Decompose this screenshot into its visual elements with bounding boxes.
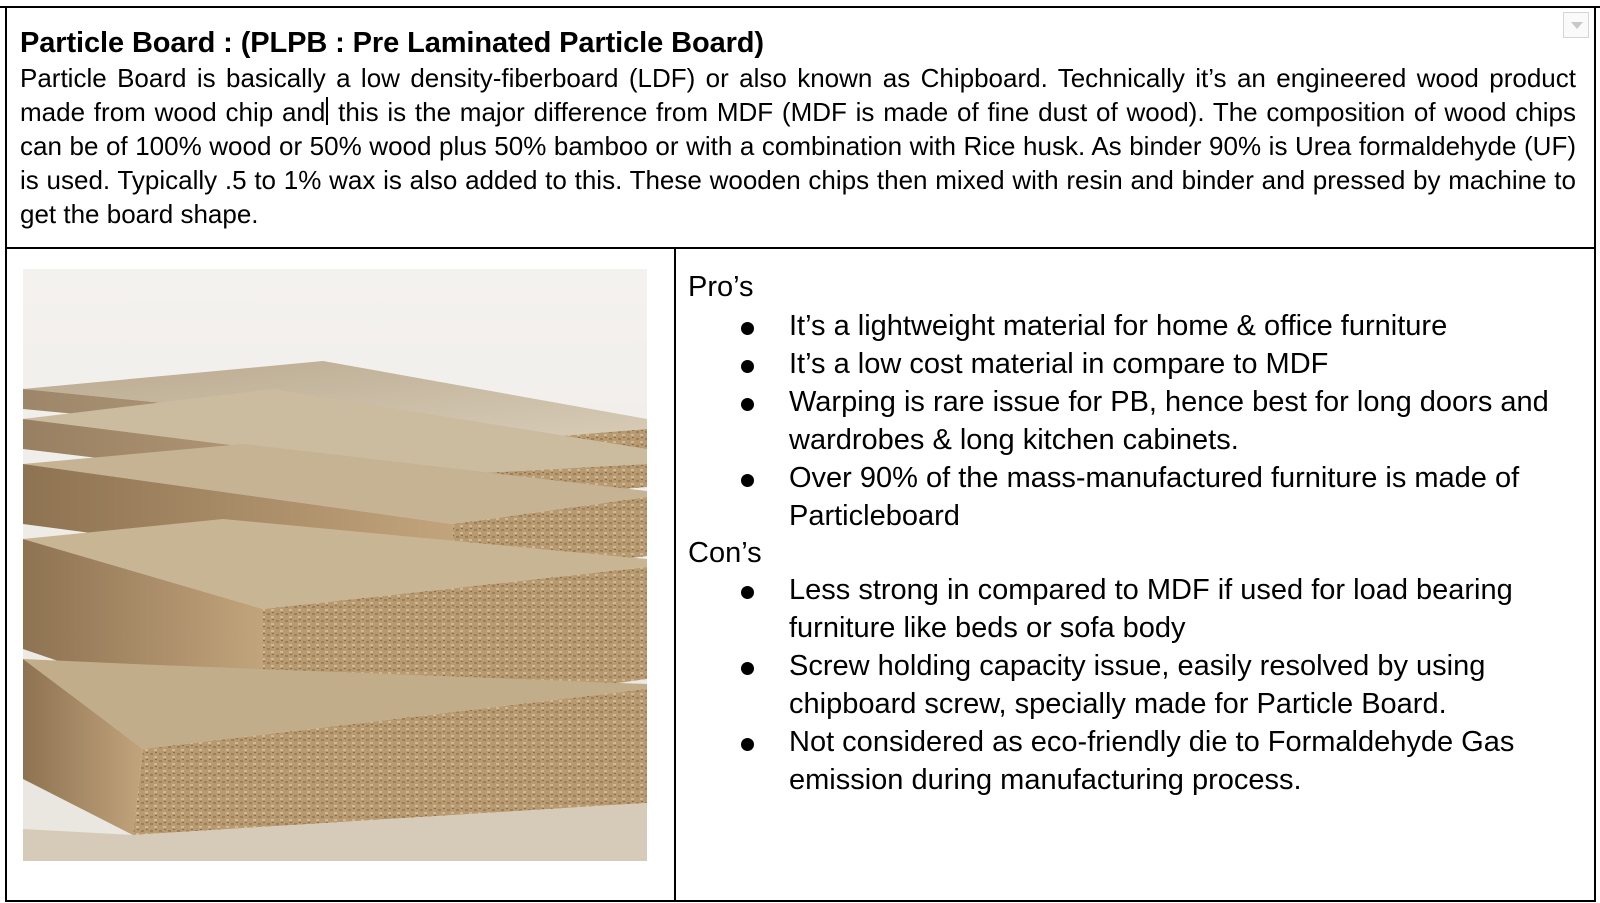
list-item-text: Over 90% of the mass-manufactured furniture is made of Particleboard (789, 462, 1520, 532)
list-item-text: Screw holding capacity issue, easily resolved by using chipboard screw, specially made for Particle Board. (789, 650, 1486, 720)
particle-board-photo (23, 269, 647, 861)
bullet-icon (741, 586, 754, 599)
pros-cons-cell[interactable] (676, 249, 1596, 900)
cons-list (688, 571, 1596, 799)
intro-text-end: this is the major difference from MDF (MDF is made of fine dust of wood). The composition of wood chips can be of 100% wood or 50% wood plus 50% bamboo or with a combination with Rice husk. As binder 90% is Urea formaldehyde (UF) is used. Typically .5 to 1% wax is also added to this. These wooden chips then mixed with resin and binder and pressed by machine to get the board shape. (20, 97, 1576, 229)
cons-label: Con’s (688, 537, 762, 569)
document-table (5, 6, 1596, 902)
list-item (688, 459, 1596, 535)
bullet-icon (741, 360, 754, 373)
pros-list (688, 307, 1596, 535)
intro-paragraph[interactable] (20, 61, 1576, 231)
bullet-icon (741, 322, 754, 335)
cell-dropdown-icon[interactable] (1563, 12, 1589, 38)
list-item-text: It’s a low cost material in compare to MDF (789, 348, 1329, 380)
list-item-text: Less strong in compared to MDF if used for load bearing furniture like beds or sofa body (789, 574, 1513, 644)
list-item-text: It’s a lightweight material for home & office furniture (789, 310, 1448, 342)
list-item (688, 307, 1596, 345)
list-item (688, 345, 1596, 383)
list-item (688, 723, 1596, 799)
bullet-icon (741, 738, 754, 751)
bullet-icon (741, 474, 754, 487)
intro-text-start: Particle Board is basically a low density-fiberboard (LDF) or also known as Chipboard. Technically it’s an engineered wood product made from wood chip and (20, 63, 1576, 127)
section-title: Particle Board : (PLPB : Pre Laminated Particle Board) (20, 27, 764, 59)
image-cell (7, 249, 676, 900)
bullet-icon (741, 662, 754, 675)
list-item (688, 647, 1596, 723)
list-item-text: Warping is rare issue for PB, hence best for long doors and wardrobes & long kitchen cabinets. (789, 386, 1549, 456)
list-item-text: Not considered as eco-friendly die to Formaldehyde Gas emission during manufacturing process. (789, 726, 1515, 796)
pros-label: Pro’s (688, 271, 754, 303)
bullet-icon (741, 398, 754, 411)
intro-cell[interactable] (7, 8, 1594, 249)
list-item (688, 383, 1596, 459)
list-item (688, 571, 1596, 647)
